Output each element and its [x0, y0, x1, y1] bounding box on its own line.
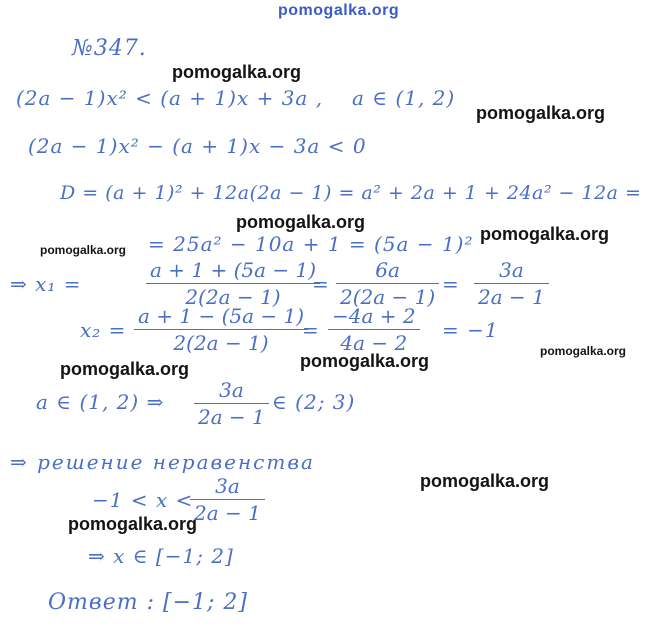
rearranged-inequality: (2a − 1)x² − (a + 1)x − 3a < 0: [28, 134, 367, 158]
range-left: a ∈ (1, 2) ⇒: [36, 390, 165, 414]
fraction-bar: [194, 403, 269, 404]
x1-denominator: 2(2a − 1): [185, 285, 281, 309]
range-denominator: 2a − 1: [198, 405, 265, 429]
x1-fraction-3: [474, 258, 549, 309]
x2-numerator: a + 1 − (5a − 1): [138, 304, 305, 328]
watermark: pomogalka.org: [60, 359, 190, 379]
x1-numerator-2: 6a: [375, 258, 400, 282]
watermark: pomogalka.org: [480, 224, 610, 244]
fraction-bar: [336, 283, 439, 284]
watermark: pomogalka.org: [540, 344, 627, 358]
x2-denominator-2: 4a − 2: [340, 331, 408, 355]
solution-numerator: 3a: [215, 474, 240, 498]
fraction-bar: [134, 329, 308, 330]
fraction-bar: [474, 283, 549, 284]
x2-fraction: [134, 304, 308, 355]
watermark: pomogalka.org: [68, 514, 198, 534]
x1-numerator-3: 3a: [499, 258, 524, 282]
x1-equals: =: [312, 272, 330, 296]
watermark-top: pomogalka.org: [278, 2, 400, 19]
range-fraction: [194, 378, 269, 429]
watermark: pomogalka.org: [420, 471, 550, 491]
domain: a ∈ (1, 2): [352, 86, 456, 110]
x2-result: = −1: [442, 318, 499, 342]
x1-fraction: [146, 258, 320, 309]
answer: Ответ : [−1; 2]: [48, 590, 248, 615]
x1-fraction-2: [336, 258, 439, 309]
inequality: (2a − 1)x² < (a + 1)x + 3a ,: [16, 86, 324, 110]
solution-denominator: 2a − 1: [194, 501, 261, 525]
watermark: pomogalka.org: [40, 243, 127, 257]
x2-label: x₂ =: [80, 318, 127, 342]
x1-denominator-3: 2a − 1: [478, 285, 545, 309]
watermark: pomogalka.org: [236, 212, 366, 232]
x1-denominator-2: 2(2a − 1): [340, 285, 436, 309]
x2-numerator-2: −4a + 2: [332, 304, 416, 328]
discriminant-line-1: D = (a + 1)² + 12a(2a − 1) = a² + 2a + 1 + 24a² − 12a =: [60, 182, 642, 204]
x1-numerator: a + 1 + (5a − 1): [150, 258, 317, 282]
fraction-bar: [190, 499, 265, 500]
watermark: pomogalka.org: [476, 103, 606, 123]
watermark: pomogalka.org: [172, 62, 302, 82]
x2-denominator: 2(2a − 1): [173, 331, 269, 355]
fraction-bar: [146, 283, 320, 284]
solution-word: ⇒ решение неравенства: [10, 450, 315, 474]
interval: ⇒ x ∈ [−1; 2]: [88, 544, 234, 568]
x2-fraction-2: [328, 304, 420, 355]
x1-label: ⇒ x₁ =: [10, 272, 82, 296]
solution-fraction: [190, 474, 265, 525]
range-right: ∈ (2; 3): [272, 390, 356, 414]
discriminant-line-2: = 25a² − 10a + 1 = (5a − 1)²: [148, 232, 474, 256]
fraction-bar: [328, 329, 420, 330]
x2-equals: =: [302, 318, 320, 342]
watermark: pomogalka.org: [300, 351, 430, 371]
solution-inequality: −1 < x <: [92, 488, 194, 512]
problem-number: №347.: [72, 36, 147, 61]
x1-equals-2: =: [442, 272, 460, 296]
range-numerator: 3a: [219, 378, 244, 402]
